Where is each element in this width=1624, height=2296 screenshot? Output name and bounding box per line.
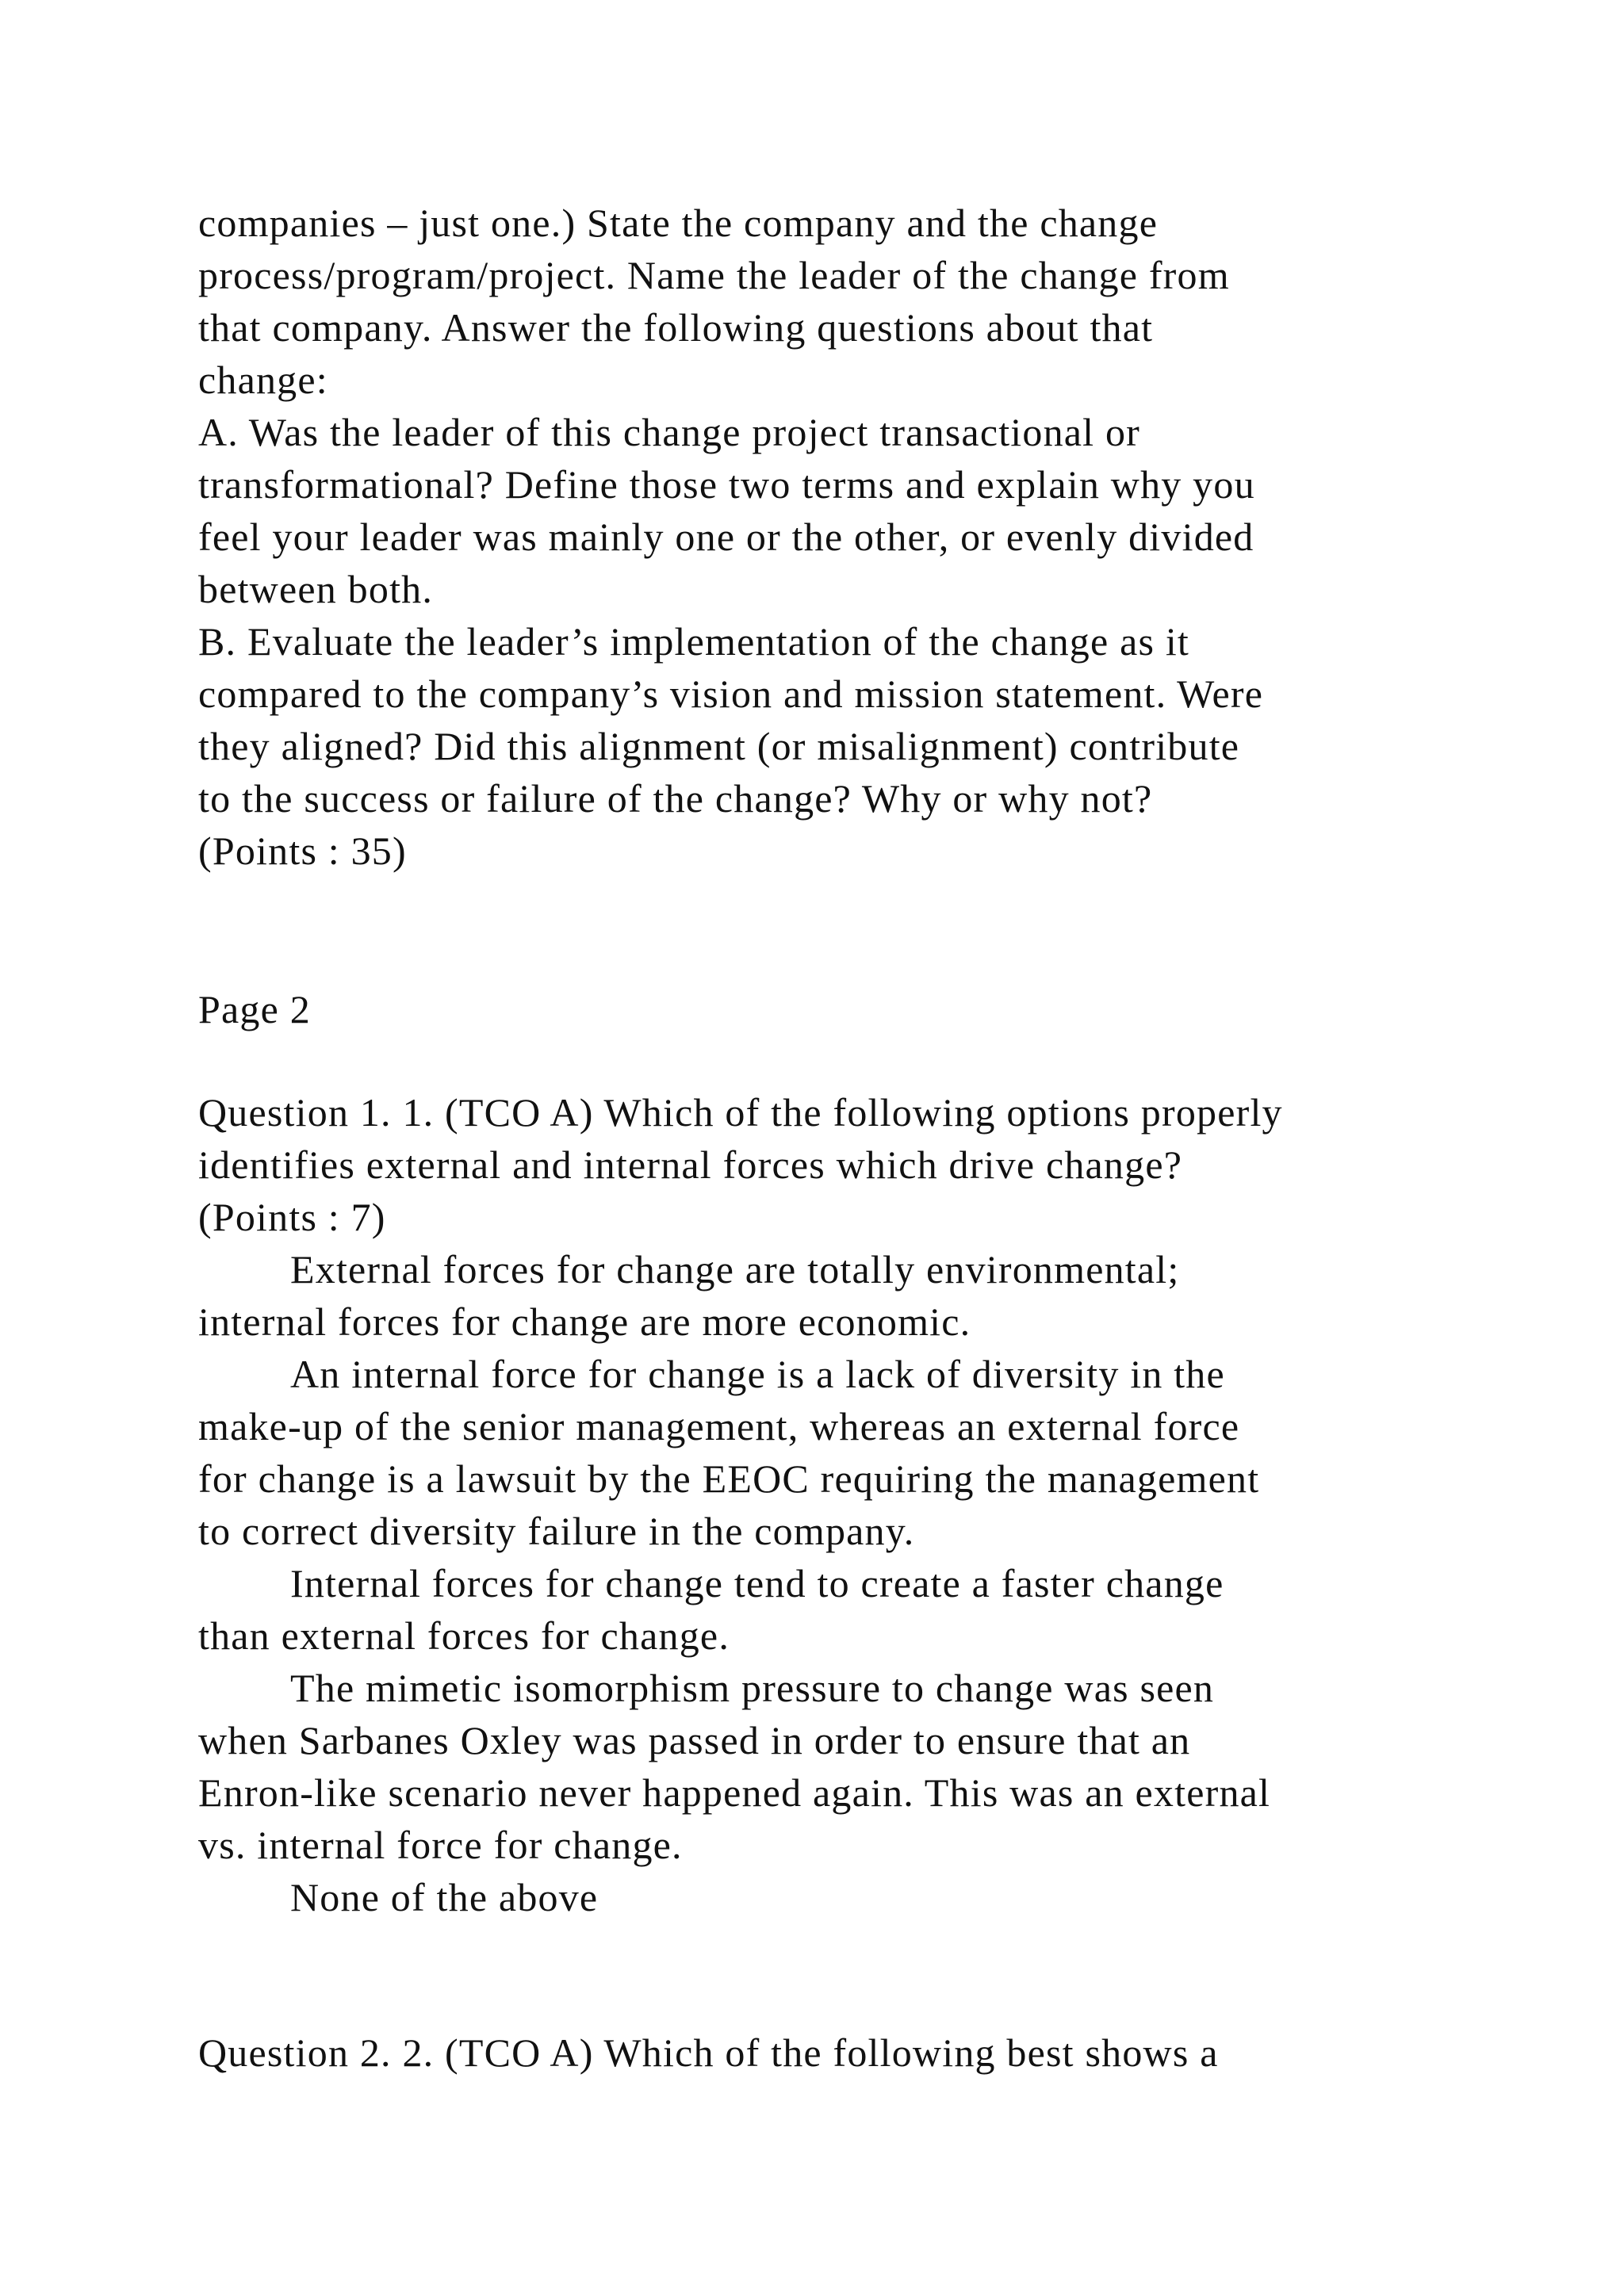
question1-option-5[interactable]: None of the above [290, 1875, 599, 1919]
intro-line: between both. [198, 567, 434, 611]
intro-line: feel your leader was mainly one or the other, or evenly divided [198, 515, 1254, 559]
question1-points: (Points : 7) [198, 1195, 386, 1239]
question1-option-2[interactable]: to correct diversity failure in the company. [198, 1509, 915, 1553]
question1-option-4[interactable]: Enron-like scenario never happened again. This was an external [198, 1770, 1271, 1815]
intro-line: that company. Answer the following questions about that [198, 305, 1154, 350]
question1-option-2[interactable]: make-up of the senior management, whereas an external force [198, 1404, 1240, 1448]
question1-option-3[interactable]: than external forces for change. [198, 1613, 730, 1658]
question1-option-4[interactable]: The mimetic isomorphism pressure to change was seen [290, 1666, 1215, 1710]
question2-stem: Question 2. 2. (TCO A) Which of the following best shows a [198, 2030, 1219, 2075]
intro-points: (Points : 35) [198, 828, 407, 873]
intro-line: companies – just one.) State the company and the change [198, 201, 1159, 245]
question1-stem: identifies external and internal forces which drive change? [198, 1142, 1183, 1187]
intro-line: compared to the company’s vision and mission statement. Were [198, 672, 1264, 716]
question1-option-1[interactable]: External forces for change are totally environmental; [290, 1247, 1180, 1292]
question1-option-2[interactable]: for change is a lawsuit by the EEOC requiring the management [198, 1456, 1260, 1501]
question1-option-1[interactable]: internal forces for change are more economic. [198, 1299, 971, 1344]
intro-line: they aligned? Did this alignment (or misalignment) contribute [198, 724, 1240, 768]
question1-option-4[interactable]: vs. internal force for change. [198, 1823, 683, 1867]
question1-option-3[interactable]: Internal forces for change tend to create a faster change [290, 1561, 1224, 1605]
intro-line: process/program/project. Name the leader of the change from [198, 253, 1230, 297]
intro-line: to the success or failure of the change? Why or why not? [198, 776, 1153, 821]
page-marker: Page 2 [198, 987, 311, 1031]
intro-line: B. Evaluate the leader’s implementation of the change as it [198, 619, 1190, 664]
intro-line: transformational? Define those two terms and explain why you [198, 462, 1255, 507]
intro-line: A. Was the leader of this change project transactional or [198, 410, 1141, 454]
question1-option-2[interactable]: An internal force for change is a lack of diversity in the [290, 1352, 1225, 1396]
question1-stem: Question 1. 1. (TCO A) Which of the following options properly [198, 1090, 1283, 1135]
question1-option-4[interactable]: when Sarbanes Oxley was passed in order to ensure that an [198, 1718, 1191, 1762]
intro-line: change: [198, 358, 328, 402]
